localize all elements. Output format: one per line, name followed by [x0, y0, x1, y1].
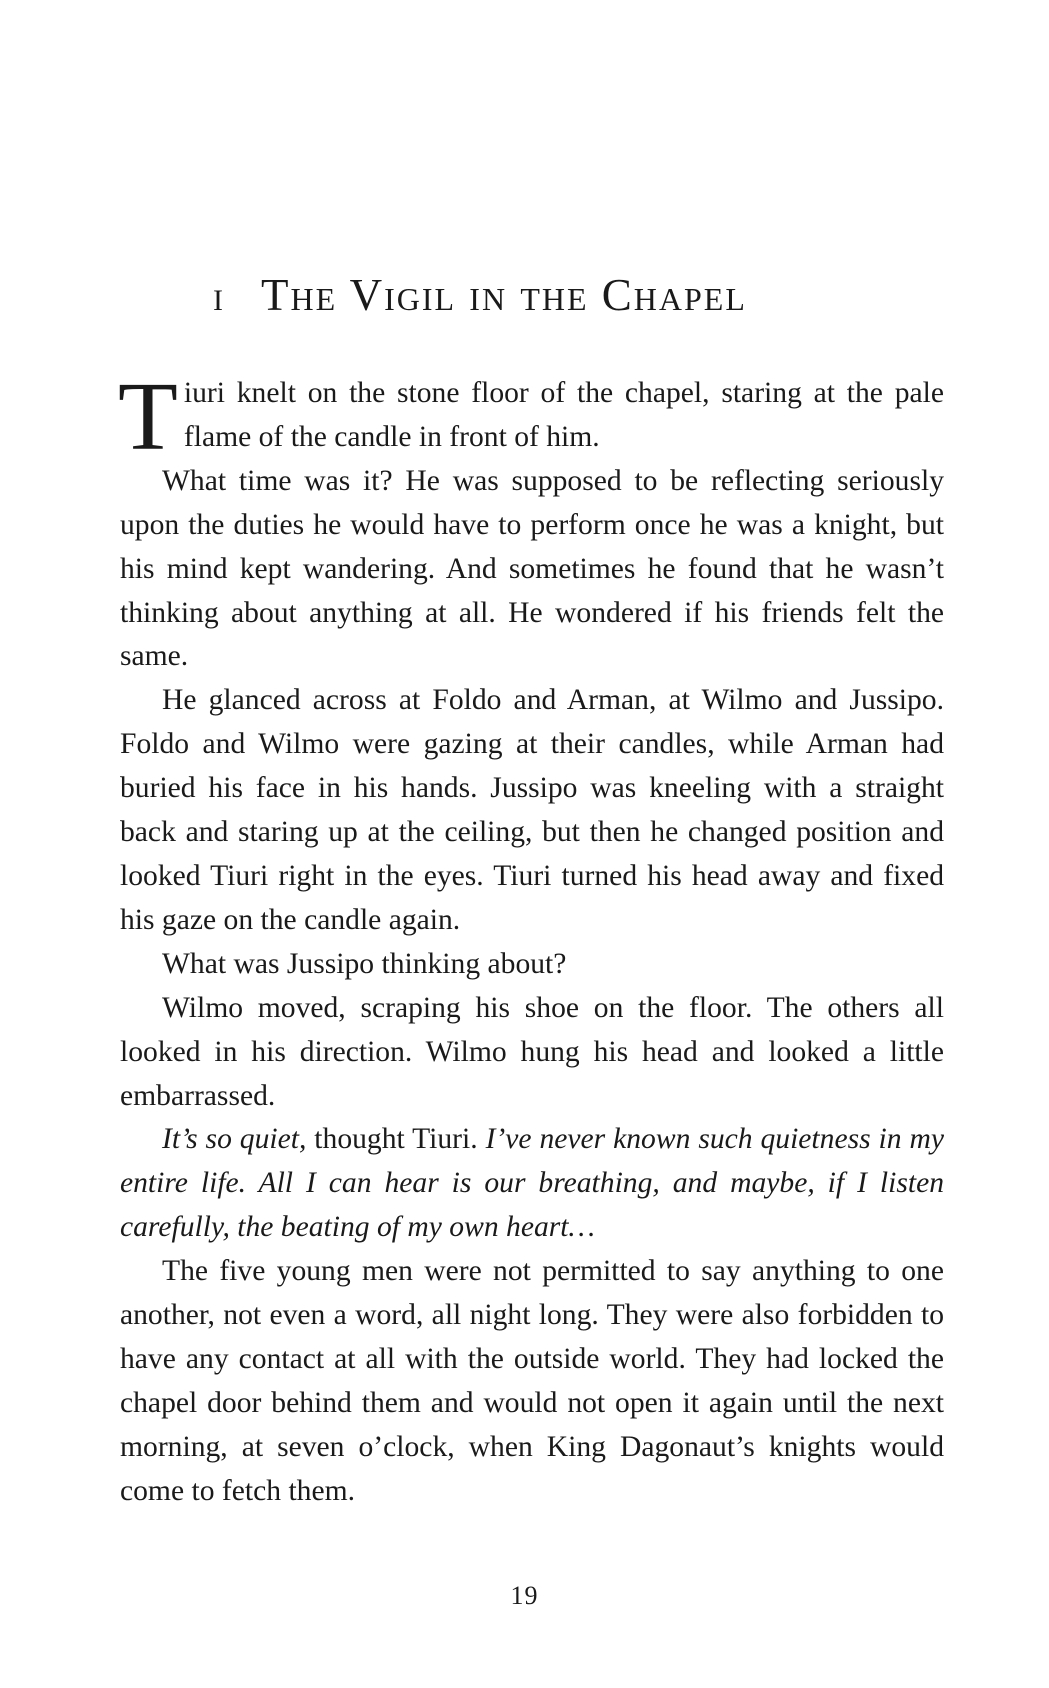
paragraph-2: What time was it? He was supposed to be reflecting seriously upon the duties he would have to perform once he was a knight, but his mind kept wandering. And sometimes he found that he wasn’t thinking about anything at all. He wondered if his friends felt the same. [120, 464, 944, 673]
paragraph-7: The five young men were not permitted to say anything to one another, not even a word, all night long. They were also forbidden to have any contact at all with the outside world. They had locked the chapel door behind them and would not open it again until the next morning, at seven o’clock, when King Dagonaut’s knights would come to fetch them. [120, 1255, 944, 1507]
paragraph-4: What was Jussipo thinking about? [162, 947, 567, 980]
paragraph-5: Wilmo moved, scraping his shoe on the floor. The others all looked in his direction. Wilmo hung his head and looked a little embarrassed. [120, 991, 944, 1112]
italic-thought-2: I’ve never known such quietness in my entire life. All I can hear is our breathing, and maybe, if I listen carefully, the beating of my own heart… [120, 1123, 944, 1244]
narration: thought Tiuri. [306, 1123, 486, 1156]
page-number: 19 [510, 1581, 539, 1610]
paragraph-text: iuri knelt on the stone floor of the chapel, staring at the pale flame of the candle in front of him. [183, 377, 944, 453]
chapter-heading [213, 268, 933, 328]
chapter-title: The Vigil in the Chapel [261, 270, 747, 320]
paragraph-3: He glanced across at Foldo and Arman, at Wilmo and Jussipo. Foldo and Wilmo were gazing at their candles, while Arman had buried his face in his hands. Jussipo was kneeling with a straight back and staring up at the ceiling, but then he changed position and looked Tiuri right in the eyes. Tiuri turned his head away and fixed his gaze on the candle again. [120, 684, 944, 936]
italic-thought-1: It’s so quiet, [162, 1123, 307, 1156]
paragraph-6 [120, 1118, 944, 1250]
chapter-number: I [213, 284, 225, 317]
drop-cap: T [118, 363, 178, 471]
paragraph-1 [118, 363, 944, 471]
chapter-body [118, 363, 944, 1514]
